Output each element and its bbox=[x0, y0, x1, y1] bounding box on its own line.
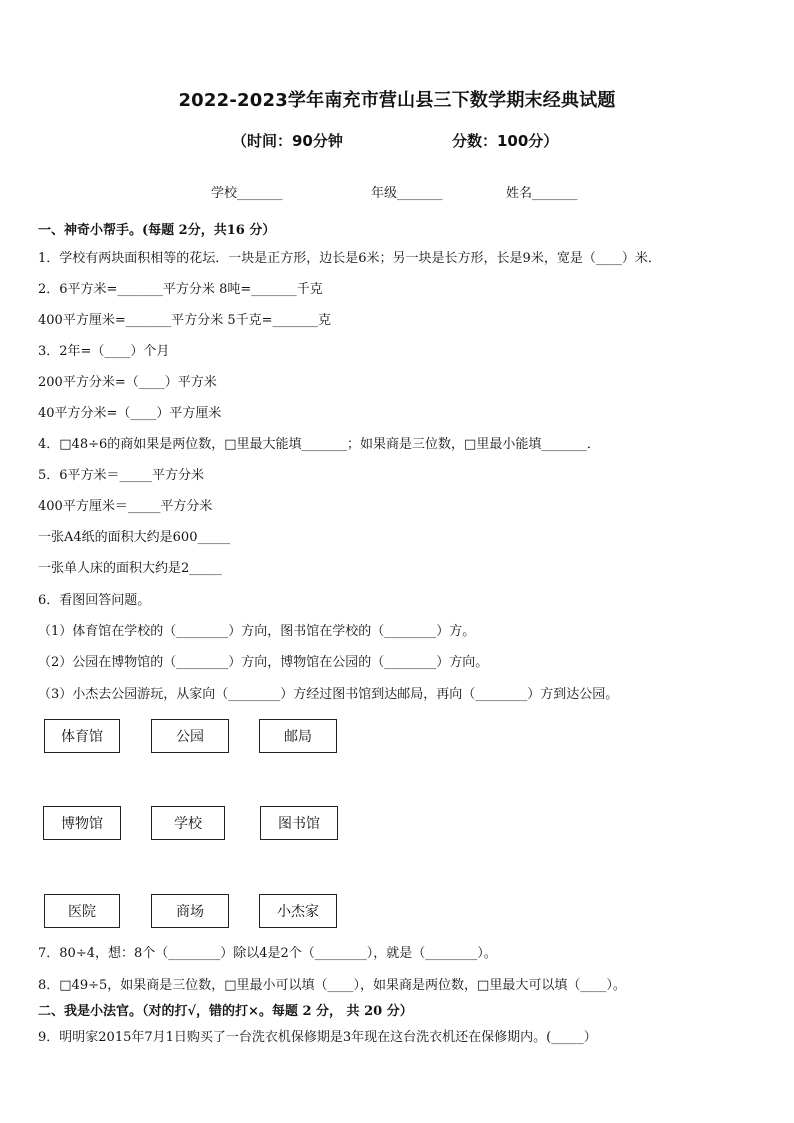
question-7: 7．80÷4，想：8个（________）除以4是2个（________），就是（________）。 bbox=[38, 946, 497, 961]
map-box-library: 图书馆 bbox=[260, 806, 338, 840]
question-5: 5．6平方米＝_____平方分米 bbox=[38, 468, 205, 483]
question-6-part-1: （1）体育馆在学校的（________）方向，图书馆在学校的（________）方。 bbox=[38, 624, 476, 639]
map-box-school: 学校 bbox=[151, 806, 225, 840]
name-field: 姓名_______ bbox=[506, 186, 578, 201]
section-heading-1: 一、神奇小帮手。(每题 2分，共16 分） bbox=[38, 223, 276, 238]
map-box-park: 公园 bbox=[151, 719, 229, 753]
question-3-line-3: 40平方分米=（____）平方厘米 bbox=[38, 406, 222, 421]
exam-time: （时间：90分钟 bbox=[232, 132, 343, 150]
question-2: 2．6平方米=_______平方分米 8吨=_______千克 bbox=[38, 282, 323, 297]
question-3: 3．2年=（____）个月 bbox=[38, 344, 170, 359]
map-box-hospital: 医院 bbox=[44, 894, 120, 928]
question-8: 8．□49÷5，如果商是三位数，□里最小可以填（____），如果商是两位数，□里最大可以填（____）。 bbox=[38, 978, 626, 993]
map-box-xiaojie-home: 小杰家 bbox=[259, 894, 337, 928]
question-3-line-2: 200平方分米=（____）平方米 bbox=[38, 375, 217, 390]
map-box-museum: 博物馆 bbox=[43, 806, 121, 840]
question-2-line-2: 400平方厘米=_______平方分米 5千克=_______克 bbox=[38, 313, 332, 328]
map-box-stadium: 体育馆 bbox=[44, 719, 120, 753]
question-4: 4．□48÷6的商如果是两位数，□里最大能填_______；如果商是三位数，□里最小能填_______． bbox=[38, 437, 600, 452]
exam-score: 分数：100分） bbox=[452, 132, 559, 150]
map-box-mall: 商场 bbox=[151, 894, 229, 928]
question-9: 9．明明家2015年7月1日购买了一台洗衣机保修期是3年现在这台洗衣机还在保修期内。(_____） bbox=[38, 1030, 597, 1045]
question-5-line-3: 一张A4纸的面积大约是600_____ bbox=[38, 530, 230, 545]
grade-field: 年级_______ bbox=[371, 186, 443, 201]
question-6-part-2: （2）公园在博物馆的（________）方向，博物馆在公园的（________）方向。 bbox=[38, 655, 489, 670]
question-6: 6．看图回答问题。 bbox=[38, 593, 151, 608]
question-1: 1．学校有两块面积相等的花坛．一块是正方形，边长是6米；另一块是长方形，长是9米，宽是（____）米． bbox=[38, 251, 661, 266]
page-title: 2022-2023学年南充市营山县三下数学期末经典试题 bbox=[178, 90, 616, 111]
question-5-line-4: 一张单人床的面积大约是2_____ bbox=[38, 561, 222, 576]
school-field: 学校_______ bbox=[211, 186, 283, 201]
section-heading-2: 二、我是小法官。（对的打√，错的打×。每题 2 分， 共 20 分） bbox=[38, 1004, 413, 1019]
question-6-part-3: （3）小杰去公园游玩，从家向（________）方经过图书馆到达邮局，再向（________）方到达公园。 bbox=[38, 687, 619, 702]
map-box-post-office: 邮局 bbox=[259, 719, 337, 753]
question-5-line-2: 400平方厘米＝_____平方分米 bbox=[38, 499, 213, 514]
